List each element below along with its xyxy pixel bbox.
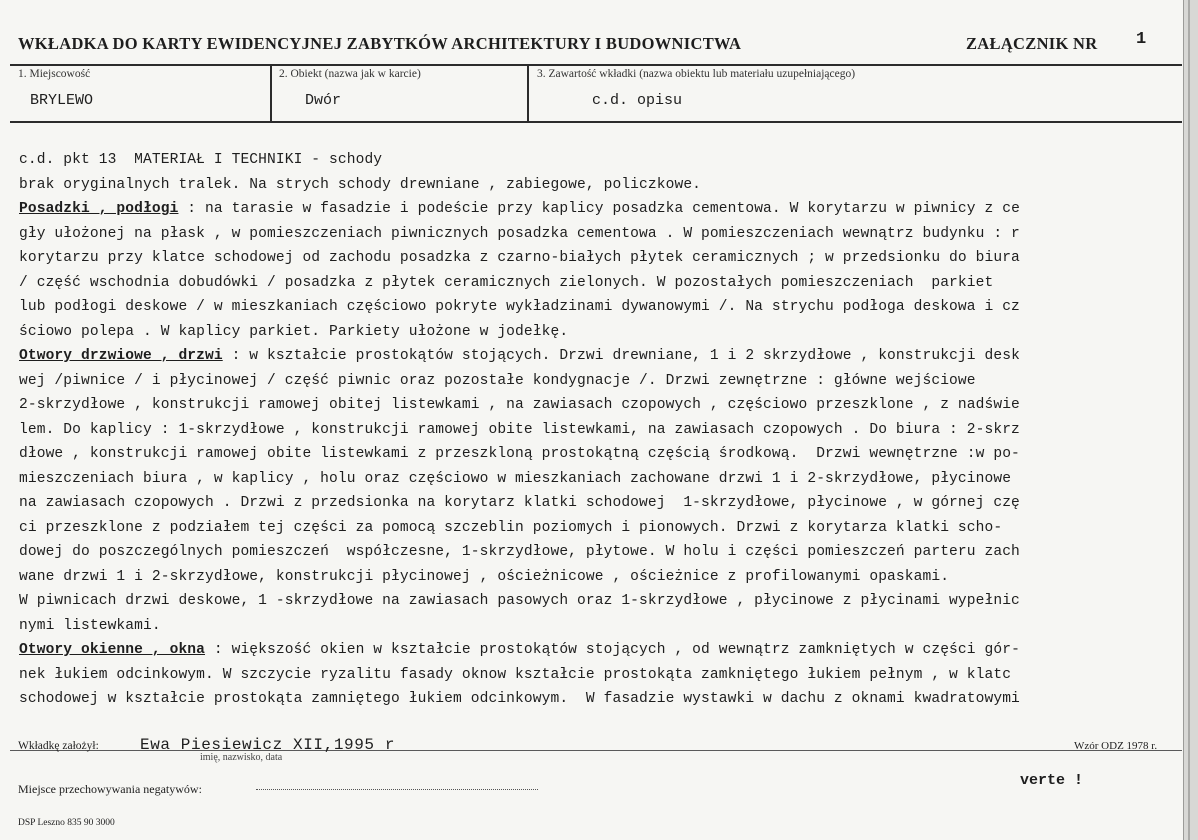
body-line-text: c.d. pkt 13 MATERIAŁ I TECHNIKI - schody: [19, 152, 383, 168]
body-line-text: korytarzu przy klatce schodowej od zachodu posadzka z czarno-białych płytek ceramicznych ; w przedsionku do biura: [19, 250, 1020, 266]
body-line-text: 2-skrzydłowe , konstrukcji ramowej obitej listewkami , na zawiasach czopowych , częściowo przeszklone , z nadświe: [19, 397, 1020, 413]
body-line: [19, 320, 1179, 345]
print-info: DSP Leszno 835 90 3000: [18, 818, 115, 828]
body-line: [19, 369, 1179, 394]
body-line: [19, 246, 1179, 271]
body-line-text: ściowo polepa . W kaplicy parkiet. Parkiety ułożone w jodełkę.: [19, 323, 569, 340]
top-rule: [10, 64, 1182, 66]
body-line-text: nek łukiem odcinkowym. W szczycie ryzalitu fasady oknow kształcie prostokąta zamkniętego łukiem pełnym , w klatc: [19, 666, 1012, 683]
field-zawartosc-value: c.d. opisu: [592, 92, 683, 109]
body-line-text: dowej do poszczególnych pomieszczeń współczesne, 1-skrzydłowe, płytowe. W holu i części pomieszczeń parteru zach: [19, 544, 1020, 560]
body-line-text: lem. Do kaplicy : 1-skrzydłowe , konstrukcji ramowej obite listewkami, na zawiasach czopowych . Do biura : 2-skrz: [19, 421, 1020, 438]
body-line-text: wane drzwi 1 i 2-skrzydłowe, konstrukcji płycinowej , ościeżnicowe , ościeżnice z profilowanymi opaskami.: [19, 568, 950, 585]
zalacznik-number: 1: [1136, 30, 1147, 49]
body-line-text: ci przeszklone z podziałem tej części za pomocą szczeblin poziomych i pionowych. Drzwi z korytarza klatki scho-: [19, 519, 1003, 536]
body-line: [19, 491, 1179, 516]
body-line: [19, 565, 1179, 590]
body-line: [19, 589, 1179, 614]
body-line: [19, 687, 1179, 712]
body-line-text: : większość okien w kształcie prostokątów stojących , od wewnątrz zamkniętych w części gór-: [205, 642, 1020, 658]
wkladke-zalozyl-label: Wkładkę założył:: [18, 740, 99, 752]
verte-note: verte !: [1020, 772, 1084, 789]
fields-bottom-rule: [10, 121, 1182, 123]
section-heading: Otwory drzwiowe , drzwi: [19, 348, 223, 364]
section-heading: Posadzki , podłogi: [19, 201, 179, 217]
body-line: [19, 614, 1179, 639]
form-title: WKŁADKA DO KARTY EWIDENCYJNEJ ZABYTKÓW ARCHITEKTURY I BUDOWNICTWA: [18, 34, 742, 53]
negatives-location-field: [256, 789, 538, 790]
body-line: [19, 393, 1179, 418]
body-line-text: na zawiasach czopowych . Drzwi z przedsionka na korytarz klatki schodowej 1-skrzydłowe, płycinowe , w górnej czę: [19, 495, 1020, 511]
field-obiekt-value: Dwór: [305, 92, 342, 109]
body-line-text: wej /piwnice / i płycinowej / część piwnic oraz pozostałe kondygnacje /. Drzwi zewnętrzne : główne wejściowe: [19, 372, 976, 389]
body-line: [19, 173, 1179, 198]
field-zawartosc-label: 3. Zawartość wkładki (nazwa obiektu lub materiału uzupełniającego): [537, 68, 856, 80]
wkladke-zalozyl-hint: imię, nazwisko, data: [200, 752, 283, 763]
field-miejscowosc-value: BRYLEWO: [30, 92, 94, 109]
body-line: [19, 442, 1179, 467]
body-line: [19, 197, 1179, 222]
body-line: [19, 418, 1179, 443]
form-version: Wzór ODZ 1978 r.: [1074, 740, 1158, 752]
zalacznik-label: ZAŁĄCZNIK NR: [966, 34, 1098, 53]
body-line: [19, 148, 1179, 173]
body-line-text: nymi listewkami.: [19, 617, 161, 634]
description-body: [19, 148, 1179, 748]
body-line-text: gły ułożonej na płask , w pomieszczeniach piwnicznych posadzka cementowa . W pomieszczeniach wewnątrz budynku : r: [19, 225, 1020, 242]
page-edge: [1183, 0, 1198, 840]
body-line: [19, 663, 1179, 688]
wkladke-zalozyl-value: Ewa Piesiewicz XII,1995 r: [140, 736, 396, 754]
body-line-text: : na tarasie w fasadzie i podeście przy kaplicy posadzka cementowa. W korytarzu w piwnicy z ce: [178, 201, 1020, 217]
field-obiekt-label: 2. Obiekt (nazwa jak w karcie): [279, 68, 421, 80]
field-divider-2: [527, 64, 529, 121]
section-heading: Otwory okienne , okna: [19, 642, 206, 658]
body-line: [19, 271, 1179, 296]
body-line: [19, 638, 1179, 663]
body-line-text: mieszczeniach biura , w kaplicy , holu oraz częściowo w mieszkaniach zachowane drzwi 1 i 2-skrzydłowe, płycinowe: [19, 470, 1012, 487]
negatives-location-label: Miejsce przechowywania negatywów:: [18, 782, 202, 796]
body-line: [19, 516, 1179, 541]
body-line-text: schodowej w kształcie prostokąta zamniętego łukiem odcinkowym. W fasadzie wystawki w dachu z oknami kwadratowymi: [19, 691, 1020, 707]
body-line-text: dłowe , konstrukcji ramowej obite listewkami z przeszkloną prostokątną częścią środkową. Drzwi wewnętrzne :w po-: [19, 446, 1020, 462]
body-line-text: lub podłogi deskowe / w mieszkaniach częściowo pokryte wykładzinami dywanowymi /. Na strychu podłoga deskowa i cz: [19, 299, 1020, 315]
body-line-text: / część wschodnia dobudówki / posadzka z płytek ceramicznych zielonych. W pozostałych pomieszczeniach parkiet: [19, 274, 994, 291]
field-miejscowosc-label: 1. Miejscowość: [18, 68, 91, 80]
body-line: [19, 295, 1179, 320]
body-line: [19, 540, 1179, 565]
body-line: [19, 344, 1179, 369]
body-line-text: : w kształcie prostokątów stojących. Drzwi drewniane, 1 i 2 skrzydłowe , konstrukcji desk: [222, 348, 1020, 364]
field-divider-1: [270, 64, 272, 121]
body-line-text: W piwnicach drzwi deskowe, 1 -skrzydłowe na zawiasach pasowych oraz 1-skrzydłowe , płycinowe z płycinami wypełnic: [19, 593, 1020, 609]
body-line: [19, 467, 1179, 492]
body-line-text: brak oryginalnych tralek. Na strych schody drewniane , zabiegowe, policzkowe.: [19, 176, 702, 193]
body-line: [19, 222, 1179, 247]
